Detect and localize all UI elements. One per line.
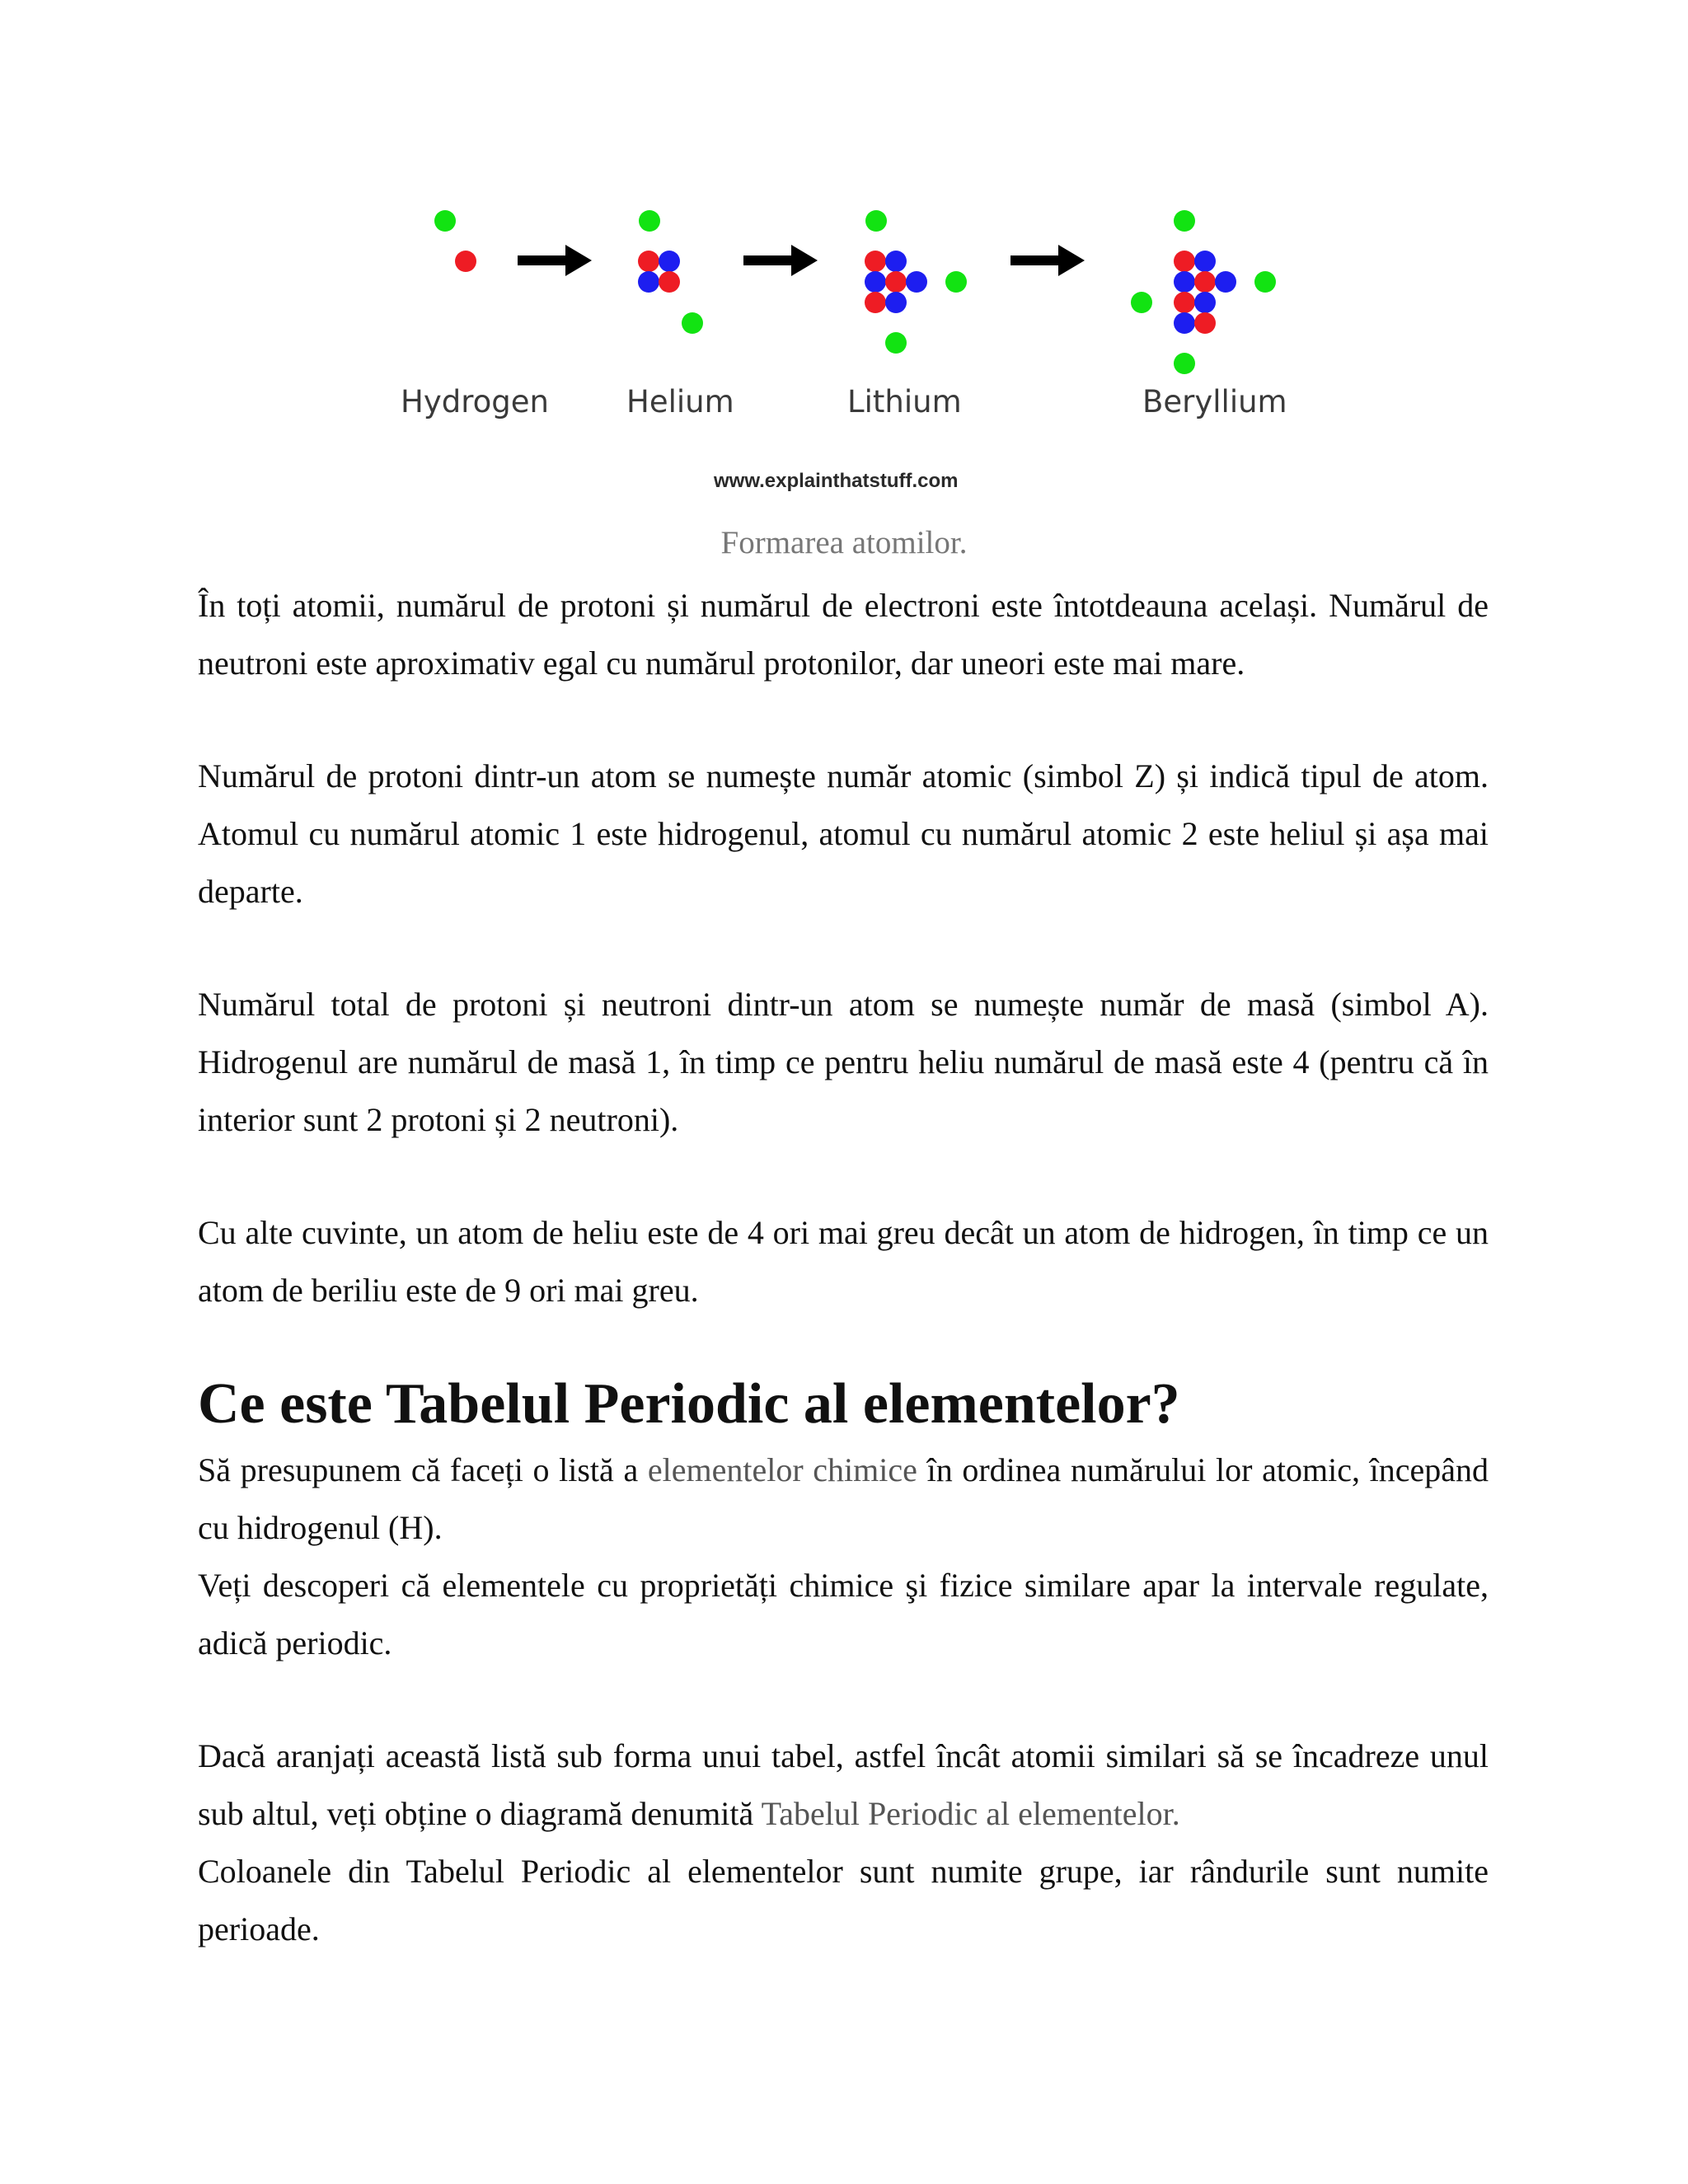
link-periodic-table[interactable]: Tabelul Periodic al elementelor.: [761, 1795, 1180, 1832]
beryllium-neutron-dot: [1194, 292, 1216, 313]
helium-electron-dot: [639, 210, 660, 232]
beryllium-proton-dot: [1194, 271, 1216, 293]
beryllium-neutron-dot: [1174, 271, 1195, 293]
label-beryllium: Beryllium: [1142, 384, 1287, 419]
beryllium-neutron-dot: [1215, 271, 1236, 293]
helium-neutron-dot: [659, 251, 680, 272]
hydrogen-electron-dot: [434, 210, 456, 232]
image-credit: www.explainthatstuff.com: [714, 470, 959, 492]
helium-proton-dot: [659, 271, 680, 293]
article-body: [198, 577, 1489, 1958]
lithium-electron-dot: [945, 271, 967, 293]
lithium-neutron-dot: [885, 292, 907, 313]
lithium-electron-dot: [885, 332, 907, 354]
paragraph-periodicity: Veți descoperi că elementele cu proprietăți chimice şi fizice similare apar la intervale regulate, adică periodic.: [198, 1567, 1489, 1661]
paragraph-element-list: [198, 1441, 1489, 1557]
section-heading: Ce este Tabelul Periodic al elementelor?: [198, 1372, 1180, 1436]
helium-proton-dot: [638, 251, 659, 272]
hydrogen-proton-dot: [455, 251, 476, 272]
beryllium-proton-dot: [1194, 312, 1216, 334]
beryllium-electron-dot: [1131, 292, 1152, 313]
figure-caption: Formarea atomilor.: [720, 525, 968, 560]
link-chemical-elements[interactable]: elementelor chimice: [647, 1451, 917, 1488]
beryllium-electron-dot: [1254, 271, 1276, 293]
label-hydrogen: Hydrogen: [401, 384, 549, 419]
paragraph-table-arrangement: [198, 1727, 1489, 1843]
lithium-proton-dot: [885, 271, 907, 293]
lithium-neutron-dot: [885, 251, 907, 272]
beryllium-proton-dot: [1174, 251, 1195, 272]
helium-electron-dot: [682, 312, 703, 334]
paragraph-groups-periods: Coloanele din Tabelul Periodic al elementelor sunt numite grupe, iar rândurile sunt numite perioade.: [198, 1853, 1489, 1947]
text-fragment: în ordinea numărului lor atomic, începând cu hidrogenul (H).: [198, 1451, 1489, 1546]
arrow-right-icon: [518, 245, 592, 276]
helium-neutron-dot: [638, 271, 659, 293]
text-fragment: Dacă aranjați această listă sub forma unui tabel, astfel încât atomii similari să se încadreze unul sub altul, veți obține o diagramă denumită: [198, 1737, 1489, 1832]
lithium-electron-dot: [865, 210, 887, 232]
atoms-diagram: [387, 190, 1311, 503]
beryllium-neutron-dot: [1194, 251, 1216, 272]
beryllium-electron-dot: [1174, 353, 1195, 374]
text-fragment: Să presupunem că faceți o listă a: [198, 1451, 648, 1488]
paragraph-atomic-number: Numărul de protoni dintr-un atom se numește număr atomic (simbol Z) și indică tipul de atom. Atomul cu numărul atomic 1 este hidrogenul, atomul cu numărul atomic 2 este heliul și așa mai departe.: [198, 757, 1489, 910]
paragraph-mass-number: Numărul total de protoni și neutroni dintr-un atom se numește număr de masă (simbol A). Hidrogenul are numărul de masă 1, în timp ce pentru heliu numărul de masă este 4 (pentru că în interior sunt 2 protoni și 2 neutroni).: [198, 986, 1489, 1138]
lithium-proton-dot: [865, 292, 886, 313]
paragraph-weight-comparison: Cu alte cuvinte, un atom de heliu este de 4 ori mai greu decât un atom de hidrogen, în timp ce un atom de beriliu este de 9 ori mai greu.: [198, 1214, 1489, 1309]
label-lithium: Lithium: [847, 384, 962, 419]
lithium-neutron-dot: [865, 271, 886, 293]
atom-formation-figure: [387, 190, 1311, 503]
arrow-right-icon: [743, 245, 818, 276]
arrow-right-icon: [1010, 245, 1085, 276]
lithium-neutron-dot: [906, 271, 927, 293]
paragraph-protons-electrons: În toți atomii, numărul de protoni și numărul de electroni este întotdeauna același. Numărul de neutroni este aproximativ egal cu numărul protonilor, dar uneori este mai mare.: [198, 587, 1489, 682]
label-helium: Helium: [626, 384, 734, 419]
beryllium-electron-dot: [1174, 210, 1195, 232]
lithium-proton-dot: [865, 251, 886, 272]
beryllium-proton-dot: [1174, 292, 1195, 313]
beryllium-neutron-dot: [1174, 312, 1195, 334]
